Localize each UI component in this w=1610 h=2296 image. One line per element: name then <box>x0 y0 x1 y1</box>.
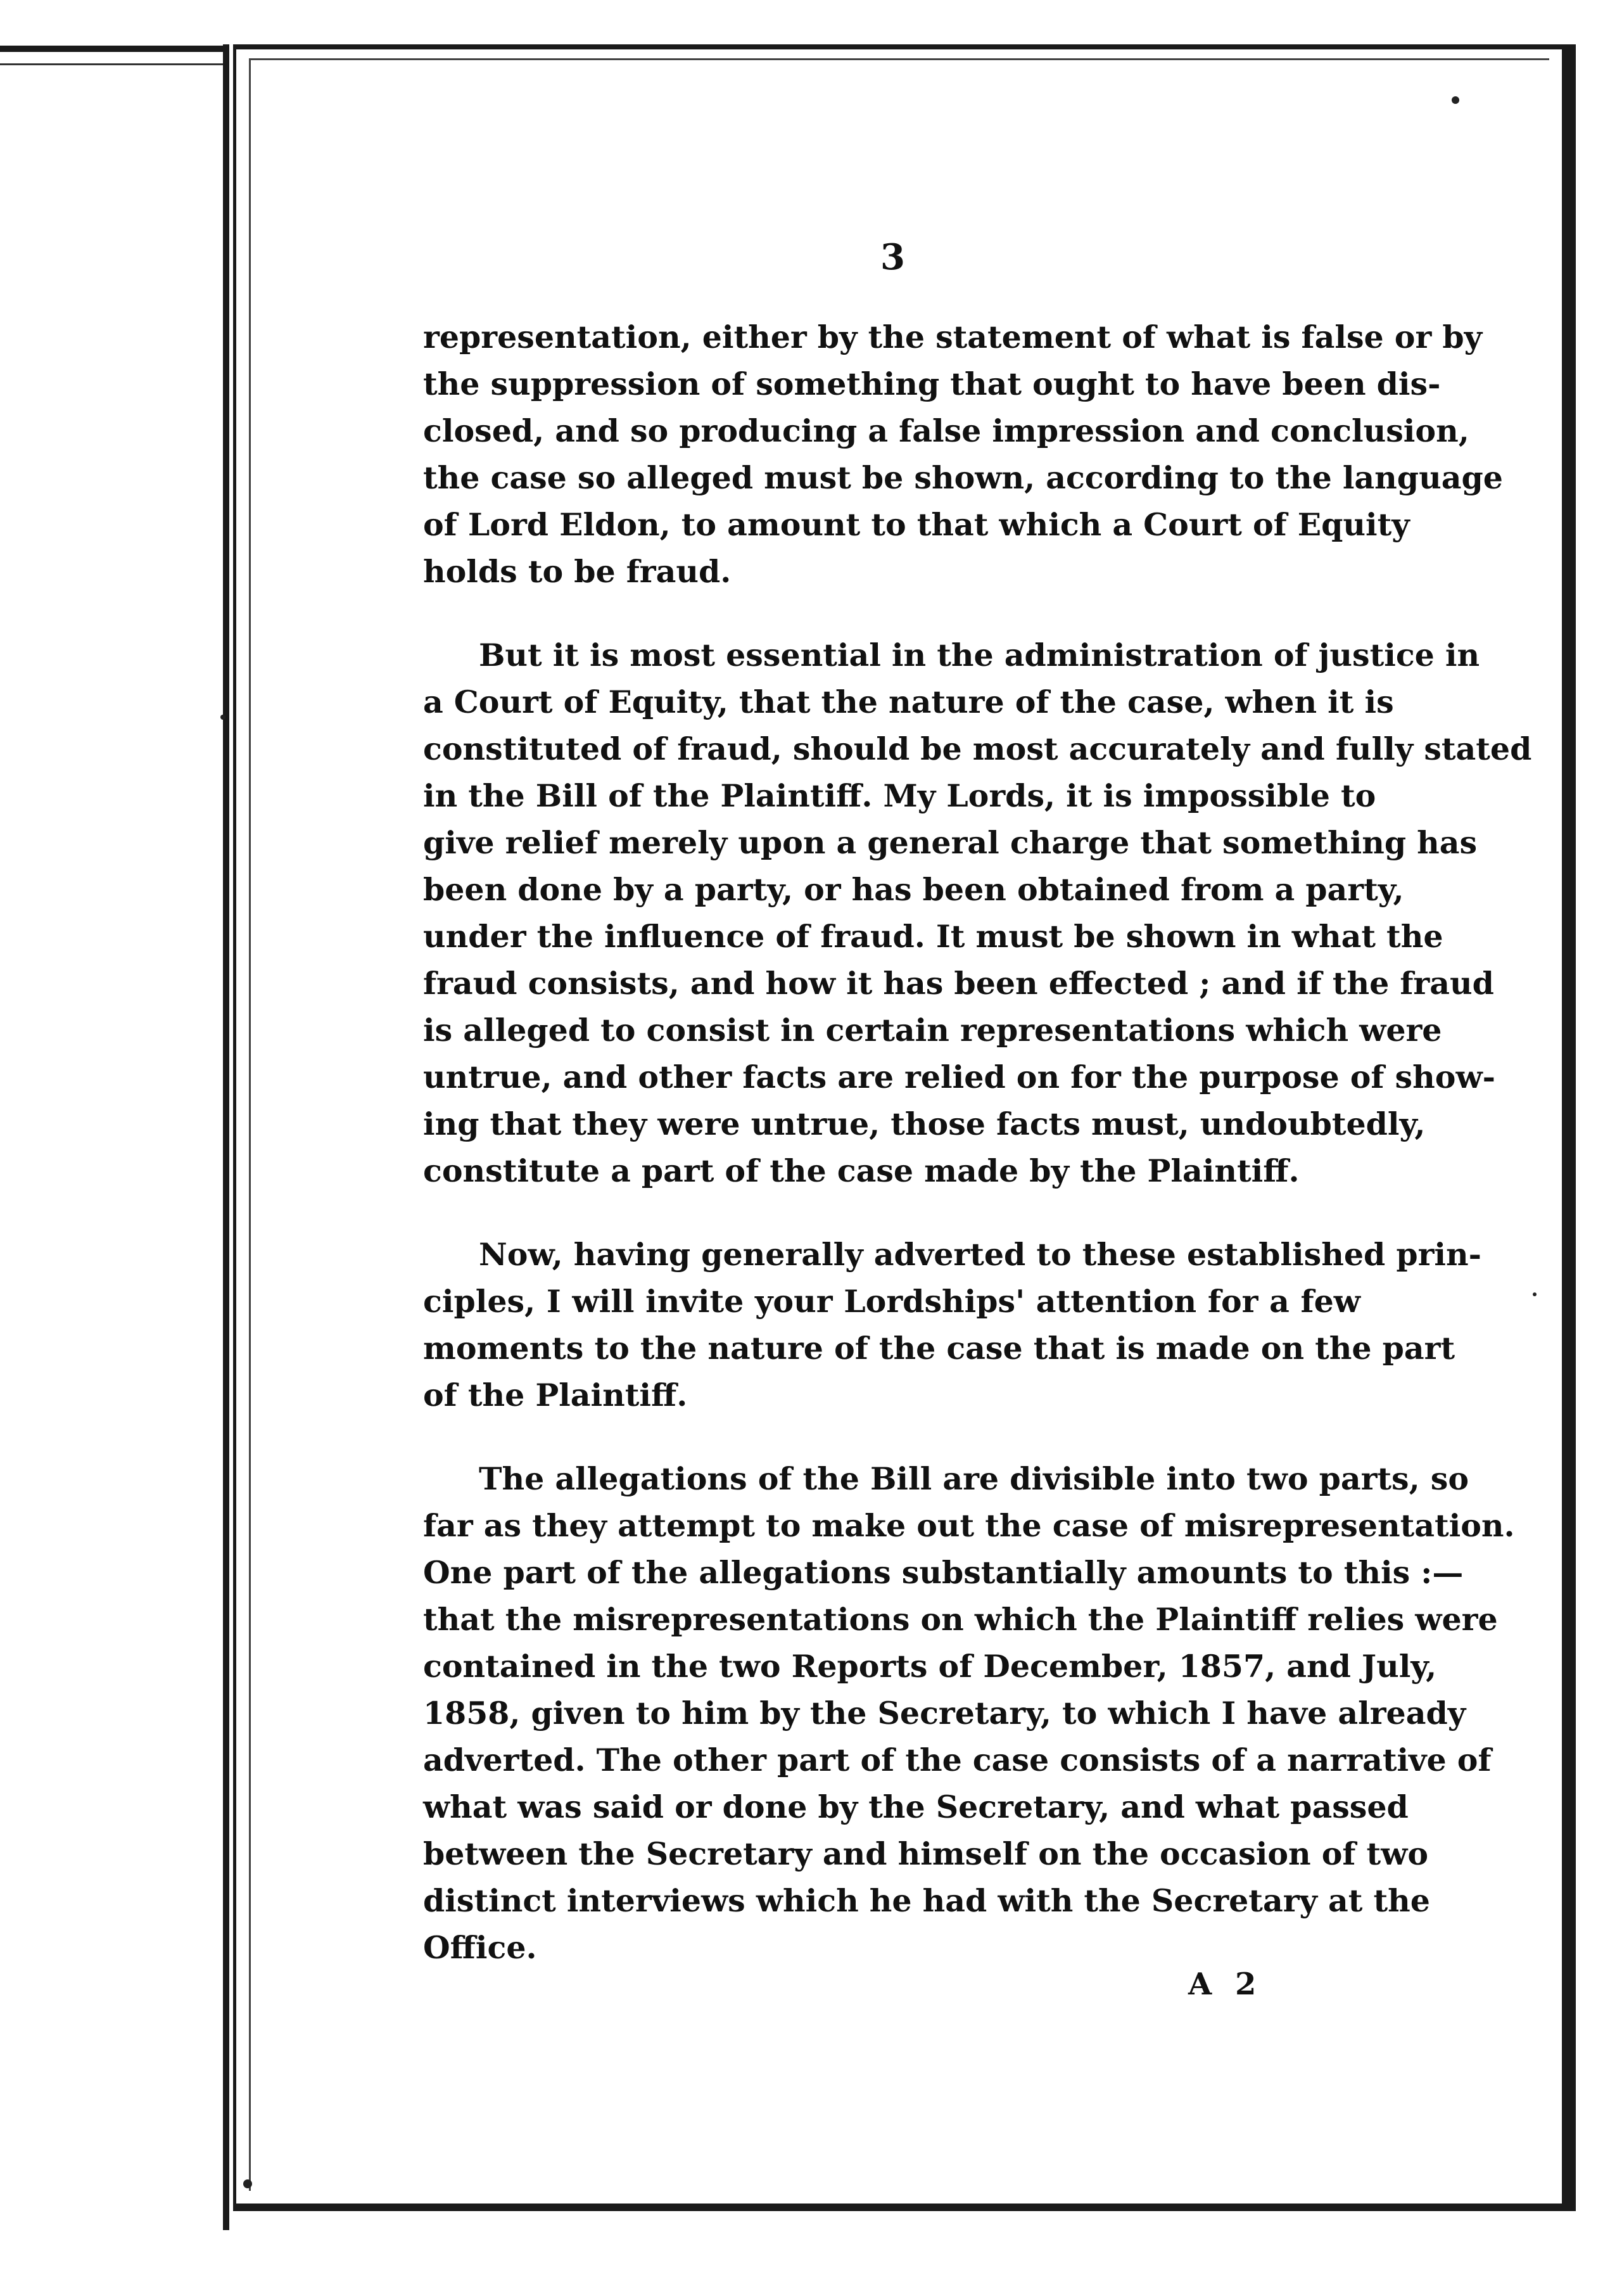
text-line: fraud consists, and how it has been effected ; and if the fraud <box>423 965 1494 1002</box>
paragraph-gap <box>423 1419 1360 1455</box>
text-line: give relief merely upon a general charge that something has <box>423 824 1478 861</box>
text-line: Office. <box>423 1929 537 1966</box>
text-line: been done by a party, or has been obtained from a party, <box>423 871 1404 908</box>
page-number: 3 <box>880 236 905 278</box>
text-line: adverted. The other part of the case consists of a narrative of <box>423 1742 1492 1778</box>
book-spine-gutter <box>223 44 229 2230</box>
text-line: ciples, I will invite your Lordships' attention for a few <box>423 1283 1360 1320</box>
text-line: One part of the allegations substantially amounts to this :— <box>423 1554 1464 1591</box>
text-line: 1858, given to him by the Secretary, to which I have already <box>423 1695 1466 1732</box>
text-line: a Court of Equity, that the nature of the case, when it is <box>423 684 1394 720</box>
text-line: constitute a part of the case made by the Plaintiff. <box>423 1152 1300 1189</box>
text-line: Now, having generally adverted to these established prin- <box>479 1236 1481 1273</box>
text-line: that the misrepresentations on which the Plaintiff relies were <box>423 1601 1498 1638</box>
text-line: moments to the nature of the case that is made on the part <box>423 1330 1455 1367</box>
paragraph-gap <box>423 595 1360 632</box>
text-line: untrue, and other facts are relied on for the purpose of show- <box>423 1059 1495 1095</box>
text-line: closed, and so producing a false impression and conclusion, <box>423 412 1469 449</box>
printer-signature-mark: A 2 <box>1188 1967 1263 2002</box>
text-line: The allegations of the Bill are divisible into two parts, so <box>479 1460 1469 1497</box>
text-line: of Lord Eldon, to amount to that which a Court of Equity <box>423 506 1410 543</box>
scan-speck <box>1533 1292 1537 1296</box>
scan-speck <box>1452 96 1459 104</box>
scan-speck <box>220 715 225 720</box>
paragraph <box>423 632 1532 1194</box>
paragraph-gap <box>423 1194 1360 1231</box>
text-line: ing that they were untrue, those facts must, undoubtedly, <box>423 1106 1426 1142</box>
paragraph <box>423 314 1503 595</box>
text-line: representation, either by the statement of what is false or by <box>423 319 1483 355</box>
text-line: under the influence of fraud. It must be shown in what the <box>423 918 1443 955</box>
body-text <box>423 314 1532 1971</box>
text-line: holds to be fraud. <box>423 553 732 590</box>
text-line: far as they attempt to make out the case of misrepresentation. <box>423 1507 1515 1544</box>
facing-page-edge <box>0 46 225 52</box>
paragraph <box>423 1455 1515 1971</box>
paragraph <box>423 1231 1481 1419</box>
text-line: the case so alleged must be shown, according to the language <box>423 459 1503 496</box>
text-line: in the Bill of the Plaintiff. My Lords, it is impossible to <box>423 777 1376 814</box>
text-line: the suppression of something that ought to have been dis- <box>423 366 1441 402</box>
text-line: constituted of fraud, should be most accurately and fully stated <box>423 730 1532 767</box>
text-line: of the Plaintiff. <box>423 1377 688 1413</box>
text-line: between the Secretary and himself on the occasion of two <box>423 1835 1429 1872</box>
text-line: But it is most essential in the administration of justice in <box>479 637 1480 673</box>
facing-page-edge-line <box>0 63 225 65</box>
scan-speck <box>243 2179 252 2188</box>
text-line: is alleged to consist in certain representations which were <box>423 1012 1442 1049</box>
text-line: distinct interviews which he had with the Secretary at the <box>423 1882 1430 1919</box>
text-line: what was said or done by the Secretary, and what passed <box>423 1789 1409 1825</box>
text-line: contained in the two Reports of December, 1857, and July, <box>423 1648 1437 1685</box>
